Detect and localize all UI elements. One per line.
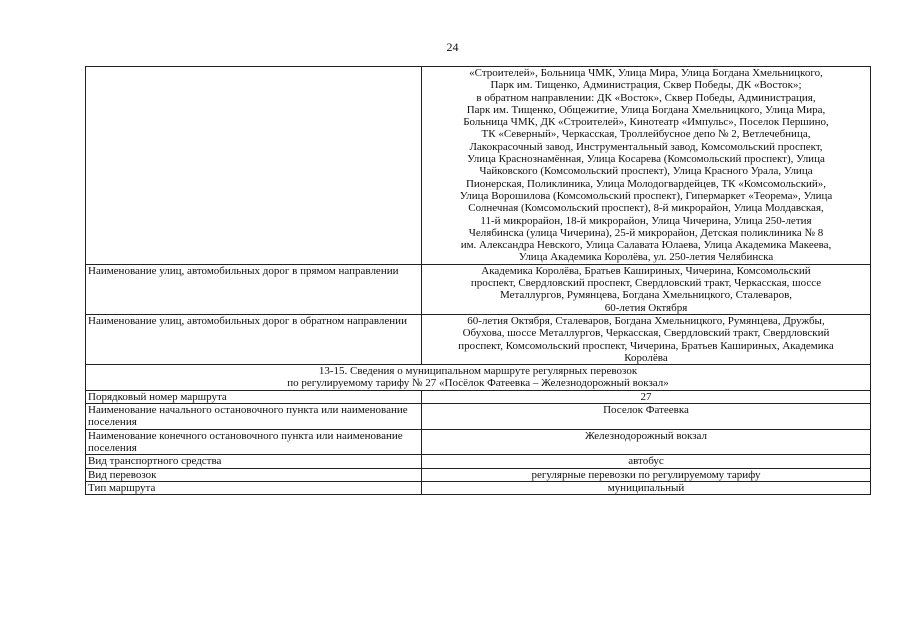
section-header-row xyxy=(86,365,871,391)
text-line: проспект, Комсомольский проспект, Чичерина, Братьев Кашириных, Академика xyxy=(458,339,834,352)
row-label: Наименование начального остановочного пункта или наименование поселения xyxy=(86,404,422,430)
table-row xyxy=(86,404,871,430)
text-line: Больница ЧМК, ДК «Строителей», Кинотеатр «Импульс», Поселок Першино, xyxy=(463,116,829,129)
row-label: Наименование конечного остановочного пункта или наименование поселения xyxy=(86,429,422,455)
reverse-streets-cell xyxy=(422,314,871,364)
text-line: 11-й микрорайон, 18-й микрорайон, Улица Чичерина, Улица 250-летия xyxy=(480,214,812,227)
row-value: муниципальный xyxy=(422,481,871,494)
text-line: 60-летия Октября, Сталеваров, Богдана Хмельницкого, Румянцева, Дружбы, xyxy=(467,314,825,327)
page-number: 24 xyxy=(446,40,459,54)
route-info-table xyxy=(85,66,871,495)
text-line: Королёва xyxy=(624,351,668,364)
section-heading xyxy=(86,365,871,391)
row-label: Наименование улиц, автомобильных дорог в прямом направлении xyxy=(86,264,422,314)
row-value: Поселок Фатеевка xyxy=(422,404,871,430)
section-title-line: по регулируемому тарифу № 27 «Посёлок Фатеевка – Железнодорожный вокзал» xyxy=(287,377,669,390)
table-row xyxy=(86,481,871,494)
table-row xyxy=(86,390,871,403)
text-line: Улица Ворошилова (Комсомольский проспект), Гипермаркет «Теорема», Улица xyxy=(459,189,833,202)
text-line: Парк им. Тищенко, Общежитие, Улица Богдана Хмельницкого, Улица Мира, xyxy=(466,103,826,116)
text-line: 60-летия Октября xyxy=(604,301,688,314)
text-line: Металлургов, Румянцева, Богдана Хмельницкого, Сталеваров, xyxy=(499,289,793,302)
text-line: Солнечная (Комсомольский проспект), 8-й микрорайон, Улица Молдавская, xyxy=(468,202,824,215)
row-value: Железнодорожный вокзал xyxy=(422,429,871,455)
table-row xyxy=(86,264,871,314)
row-label xyxy=(86,67,422,265)
forward-streets-cell xyxy=(422,264,871,314)
text-line: Парк им. Тищенко, Администрация, Сквер Победы, ДК «Восток»; xyxy=(490,79,802,92)
table-row xyxy=(86,468,871,481)
table-row xyxy=(86,429,871,455)
text-line: Улица Краснознамённая, Улица Косарева (Комсомольский проспект), Улица xyxy=(467,153,825,166)
row-label: Тип маршрута xyxy=(86,481,422,494)
table-row xyxy=(86,67,871,265)
row-label: Вид транспортного средства xyxy=(86,455,422,468)
text-line: «Строителей», Больница ЧМК, Улица Мира, Улица Богдана Хмельницкого, xyxy=(469,67,823,79)
text-line: Улица Академика Королёва, ул. 250-летия Челябинска xyxy=(518,251,774,264)
section-title-line: 13-15. Сведения о муниципальном маршруте регулярных перевозок xyxy=(318,365,638,378)
table-row xyxy=(86,455,871,468)
text-line: Челябинска (улица Чичерина), 25-й микрорайон, Детская поликлиника № 8 xyxy=(468,226,824,239)
row-label: Наименование улиц, автомобильных дорог в обратном направлении xyxy=(86,314,422,364)
row-value: автобус xyxy=(422,455,871,468)
text-line: Академика Королёва, Братьев Кашириных, Чичерина, Комсомольский xyxy=(481,264,811,277)
row-label: Вид перевозок xyxy=(86,468,422,481)
text-line: им. Александра Невского, Улица Салавата Юлаева, Улица Академика Макеева, xyxy=(460,239,832,252)
stops-list-cell xyxy=(422,67,871,265)
text-line: проспект, Свердловский проспект, Свердловский тракт, Черкасская, шоссе xyxy=(470,277,822,290)
text-line: в обратном направлении: ДК «Восток», Сквер Победы, Администрация, xyxy=(476,91,816,104)
text-line: ТК «Северный», Черкасская, Троллейбусное депо № 2, Ветлечебница, xyxy=(481,128,811,141)
text-line: Обухова, шоссе Металлургов, Черкасская, Свердловский тракт, Свердловский xyxy=(462,327,830,340)
row-label: Порядковый номер маршрута xyxy=(86,390,422,403)
row-value: 27 xyxy=(422,390,871,403)
text-line: Пионерская, Поликлиника, Улица Молодогвардейцев, ТК «Комсомольский», xyxy=(465,177,827,190)
text-line: Лакокрасочный завод, Инструментальный завод, Комсомольский проспект, xyxy=(469,140,823,153)
table-row xyxy=(86,314,871,364)
row-value: регулярные перевозки по регулируемому тарифу xyxy=(422,468,871,481)
text-line: Чайковского (Комсомольский проспект), Улица Красного Урала, Улица xyxy=(479,165,813,178)
